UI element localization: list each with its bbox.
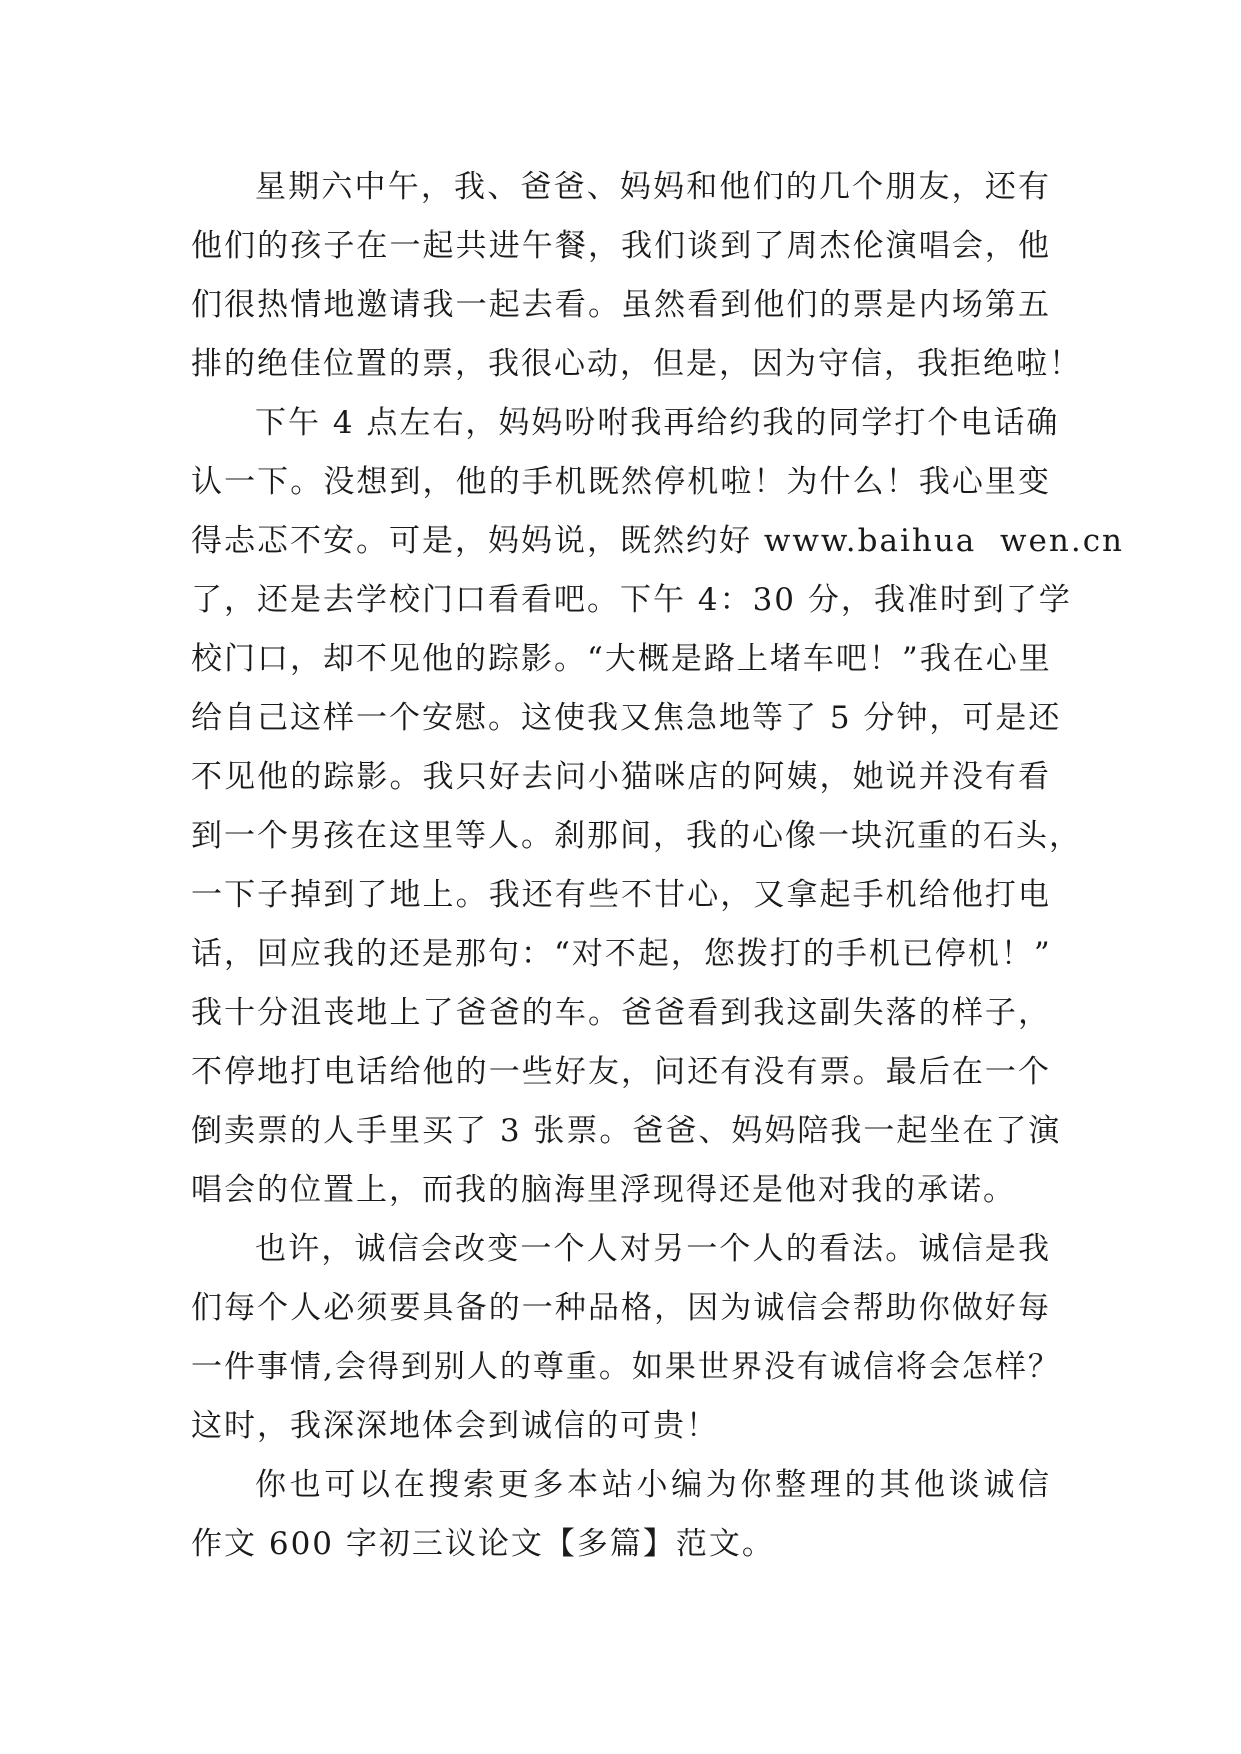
text-line: 倒卖票的人手里买了 3 张票。爸爸、妈妈陪我一起坐在了演 bbox=[191, 1113, 1062, 1149]
text-line: 我十分沮丧地上了爸爸的车。爸爸看到我这副失落的样子， bbox=[191, 995, 1051, 1031]
text-line: 认一下。没想到，他的手机既然停机啦！为什么！我心里变 bbox=[191, 464, 1051, 500]
text-line: 一下子掉到了地上。我还有些不甘心，又拿起手机给他打电 bbox=[191, 877, 1051, 913]
text-line: 星期六中午，我、爸爸、妈妈和他们的几个朋友，还有 bbox=[255, 169, 1051, 205]
text-line: 排的绝佳位置的票，我很心动，但是，因为守信，我拒绝啦！ bbox=[191, 346, 1082, 382]
text-line: 到一个男孩在这里等人。刹那间，我的心像一块沉重的石头， bbox=[191, 818, 1082, 854]
paragraph-3 bbox=[191, 1220, 1061, 1456]
text-line: 不停地打电话给他的一些好友，问还有没有票。最后在一个 bbox=[191, 1054, 1051, 1090]
text-line: 们很热情地邀请我一起去看。虽然看到他们的票是内场第五 bbox=[191, 287, 1051, 323]
text-line: 作文 600 字初三议论文【多篇】范文。 bbox=[191, 1526, 775, 1562]
text-line: 给自己这样一个安慰。这使我又焦急地等了 5 分钟，可是还 bbox=[191, 700, 1062, 736]
text-line: 唱会的位置上，而我的脑海里浮现得还是他对我的承诺。 bbox=[191, 1172, 1016, 1208]
document-body bbox=[191, 158, 1125, 1574]
text-line: 不见他的踪影。我只好去问小猫咪店的阿姨，她说并没有看 bbox=[191, 759, 1051, 795]
paragraph-2 bbox=[191, 394, 1125, 1220]
text-line: 们每个人必须要具备的一种品格，因为诚信会帮助你做好每 bbox=[191, 1290, 1051, 1326]
text-line: 了，还是去学校门口看看吧。下午 4：30 分，我准时到了学 bbox=[191, 582, 1072, 618]
paragraph-1 bbox=[191, 158, 1082, 394]
text-line: 你也可以在搜索更多本站小编为你整理的其他谈诚信 bbox=[255, 1467, 1051, 1503]
text-line: 下午 4 点左右，妈妈吩咐我再给约我的同学打个电话确 bbox=[255, 405, 1060, 441]
text-line: 话，回应我的还是那句：“对不起，您拨打的手机已停机！” bbox=[191, 936, 1052, 972]
text-line: 这时，我深深地体会到诚信的可贵！ bbox=[191, 1408, 719, 1444]
text-line: 得忐忑不安。可是，妈妈说，既然约好 www.baihua wen.cn bbox=[191, 523, 1125, 559]
text-line: 校门口，却不见他的踪影。“大概是路上堵车吧！”我在心里 bbox=[191, 641, 1052, 677]
paragraph-4 bbox=[191, 1456, 1051, 1574]
text-line: 一件事情,会得到别人的尊重。如果世界没有诚信将会怎样？ bbox=[191, 1349, 1061, 1385]
text-line: 也许，诚信会改变一个人对另一个人的看法。诚信是我 bbox=[255, 1231, 1051, 1267]
text-line: 他们的孩子在一起共进午餐，我们谈到了周杰伦演唱会，他 bbox=[191, 228, 1051, 264]
